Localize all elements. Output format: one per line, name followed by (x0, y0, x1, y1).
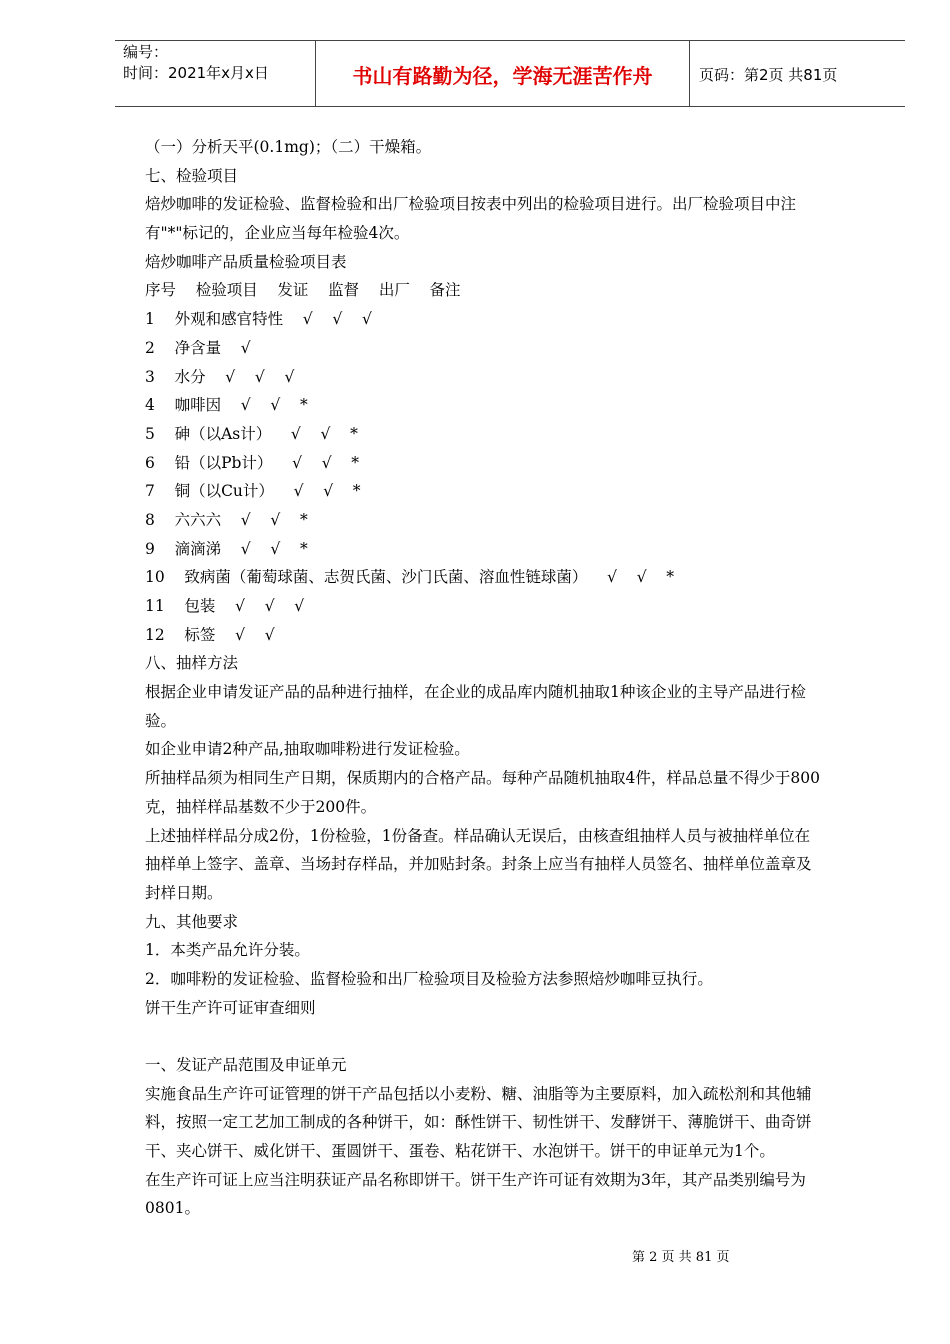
section-heading-sampling: 八、抽样方法 (145, 654, 239, 673)
paragraph-line: 料，按照一定工艺加工制成的各种饼干，如：酥性饼干、韧性饼干、发酵饼干、薄脆饼干、曲奇饼 (145, 1113, 812, 1132)
section-heading-other-requirements: 九、其他要求 (145, 912, 239, 931)
paragraph-line: 根据企业申请发证产品的品种进行抽样，在企业的成品库内随机抽取1种该企业的主导产品进行检 (145, 683, 806, 702)
table-row: 5 砷（以As计） √ √ * (145, 424, 358, 443)
paragraph-line: 如企业申请2种产品,抽取咖啡粉进行发证检验。 (145, 740, 470, 759)
table-row: 3 水分 √ √ √ (145, 367, 295, 386)
list-item: 1．本类产品允许分装。 (145, 941, 310, 960)
table-row: 2 净含量 √ (145, 338, 251, 357)
document-number-label: 编号： (123, 43, 169, 61)
header-meta (115, 41, 316, 106)
blank-line (145, 1022, 885, 1051)
header-motto: 书山有路勤为径，学海无涯苦作舟 (316, 41, 690, 106)
paragraph-line: 焙炒咖啡的发证检验、监督检验和出厂检验项目按表中列出的检验项目进行。出厂检验项目中注 (145, 195, 797, 214)
document-body (145, 133, 885, 1223)
table-title: 焙炒咖啡产品质量检验项目表 (145, 252, 347, 271)
paragraph-line: 所抽样品须为相同生产日期，保质期内的合格产品。每种产品随机抽取4件，样品总量不得少于800 (145, 769, 820, 788)
equipment-line: （一）分析天平(0.1mg)；（二）干燥箱。 (145, 138, 432, 156)
document-time-label: 时间：2021年x月x日 (123, 64, 269, 82)
table-row: 8 六六六 √ √ * (145, 510, 308, 529)
page-header (115, 40, 905, 107)
list-item: 2．咖啡粉的发证检验、监督检验和出厂检验项目及检验方法参照焙炒咖啡豆执行。 (145, 969, 713, 988)
page-footer-number: 第 2 页 共 81 页 (632, 1250, 730, 1265)
section-heading-scope: 一、发证产品范围及申证单元 (145, 1056, 347, 1074)
paragraph-line: 封样日期。 (145, 883, 223, 902)
paragraph-line: 有"*"标记的，企业应当每年检验4次。 (145, 224, 410, 243)
paragraph-line: 上述抽样样品分成2份，1份检验，1份备查。样品确认无误后，由核查组抽样人员与被抽样单位在 (145, 826, 811, 845)
paragraph-line: 实施食品生产许可证管理的饼干产品包括以小麦粉、糖、油脂等为主要原料，加入疏松剂和其他辅 (145, 1084, 812, 1103)
paragraph-line: 干、夹心饼干、威化饼干、蛋圆饼干、蛋卷、粘花饼干、水泡饼干。饼干的申证单元为1个。 (145, 1142, 775, 1161)
table-row: 6 铅（以Pb计） √ √ * (145, 453, 360, 472)
paragraph-line: 在生产许可证上应当注明获证产品名称即饼干。饼干生产许可证有效期为3年，其产品类别编号为 (145, 1170, 806, 1189)
paragraph-line: 抽样单上签字、盖章、当场封存样品，并加贴封条。封条上应当有抽样人员签名、抽样单位盖章及 (145, 855, 812, 874)
table-header-row: 序号 检验项目 发证 监督 出厂 备注 (145, 281, 461, 300)
table-row: 11 包装 √ √ √ (145, 597, 305, 615)
paragraph-line: 克，抽样样品基数不少于200件。 (145, 797, 377, 816)
document-subtitle: 饼干生产许可证审查细则 (145, 998, 316, 1017)
header-page-info: 页码：第2页 共81页 (699, 66, 838, 84)
table-row: 10 致病菌（葡萄球菌、志贺氏菌、沙门氏菌、溶血性链球菌） √ √ * (145, 568, 675, 587)
table-row: 12 标签 √ √ (145, 625, 275, 644)
section-heading-inspection-items: 七、检验项目 (145, 166, 239, 185)
table-row: 4 咖啡因 √ √ * (145, 396, 308, 415)
table-row: 1 外观和感官特性 √ √ √ (145, 310, 372, 329)
table-row: 7 铜（以Cu计） √ √ * (145, 482, 361, 501)
paragraph-line: 0801。 (145, 1199, 200, 1218)
table-row: 9 滴滴涕 √ √ * (145, 539, 308, 558)
paragraph-line: 验。 (145, 711, 177, 730)
